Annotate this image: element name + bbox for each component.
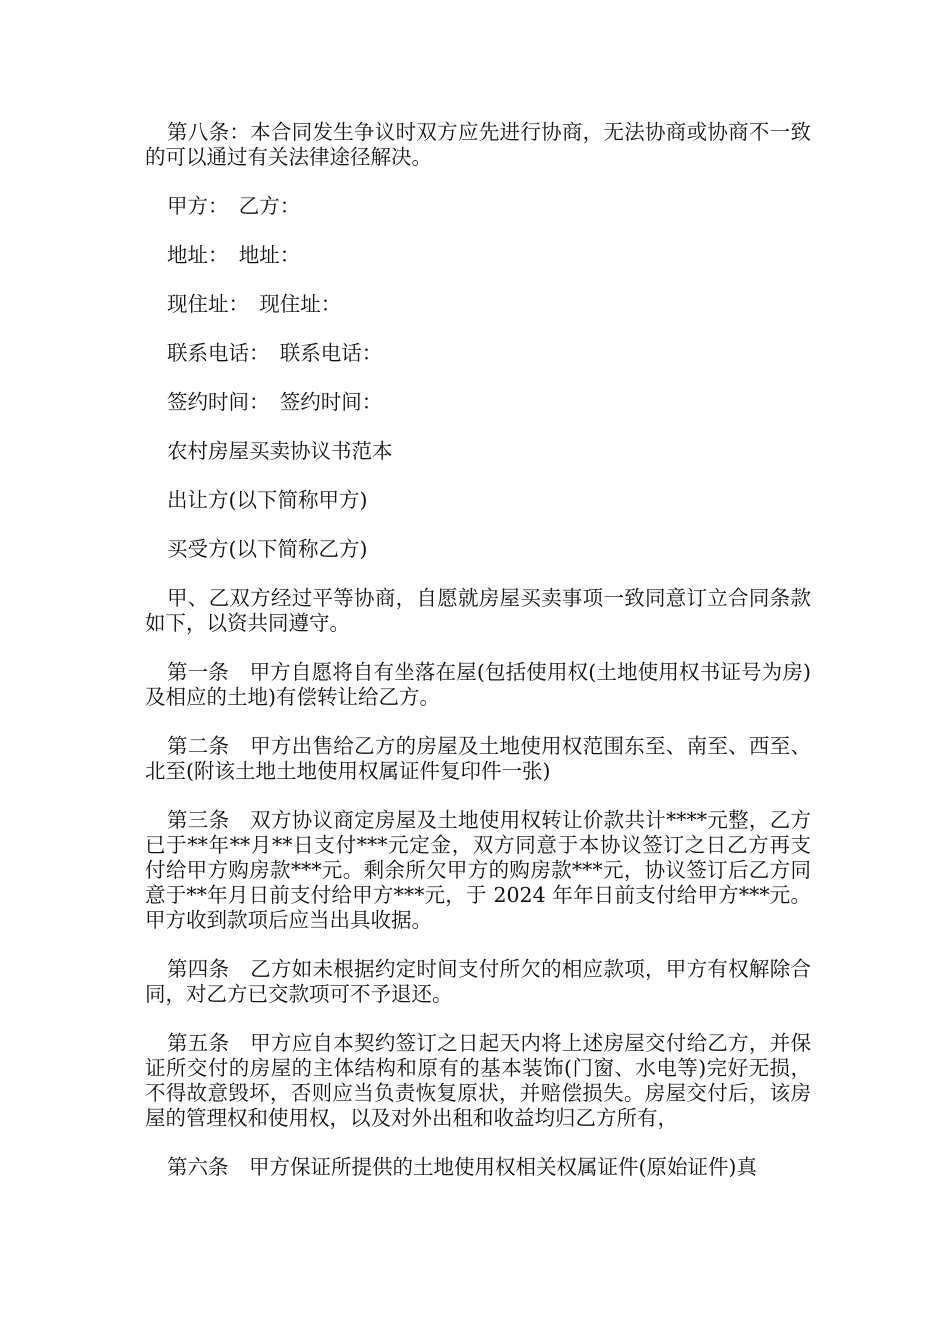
clause-5: 第五条 甲方应自本契约签订之日起天内将上述房屋交付给乙方，并保证所交付的房屋的主体结构和原有的基本装饰(门窗、水电等)完好无损，不得故意毁坏，否则应当负责恢复原状，并赔偿损失。房屋交付后，该房屋的管理权和使用权，以及对外出租和收益均归乙方所有， <box>145 1031 811 1130</box>
clause-8-dispute: 第八条：本合同发生争议时双方应先进行协商，无法协商或协商不一致的可以通过有关法律途径解决。 <box>145 120 811 169</box>
seller-definition: 出让方(以下简称甲方) <box>167 488 368 512</box>
clause-1: 第一条 甲方自愿将自有坐落在屋(包括使用权(土地使用权书证号为房)及相应的土地)有偿转让给乙方。 <box>145 660 811 709</box>
clause-3: 第三条 双方协议商定房屋及土地使用权转让价款共计****元整，乙方已于**年**月**日支付***元定金，双方同意于本协议签订之日乙方再支付给甲方购房款***元。剩余所欠甲方的购房款***元，协议签订后乙方同意于**年月日前支付给甲方***元，于 2024 年年日前支付给甲方***元。甲方收到款项后应当出具收据。 <box>145 808 811 932</box>
document-page <box>145 120 811 1180</box>
party-phones: 联系电话： 联系电话： <box>167 341 383 365</box>
party-names: 甲方： 乙方： <box>167 194 301 218</box>
party-addresses: 地址： 地址： <box>167 243 301 267</box>
document-title: 农村房屋买卖协议书范本 <box>167 439 393 463</box>
clause-4: 第四条 乙方如未根据约定时间支付所欠的相应款项，甲方有权解除合同，对乙方已交款项可不予退还。 <box>145 957 811 1006</box>
clause-2: 第二条 甲方出售给乙方的房屋及土地使用权范围东至、南至、西至、北至(附该土地土地使用权属证件复印件一张) <box>145 734 811 783</box>
party-current-addresses: 现住址： 现住址： <box>167 292 342 316</box>
buyer-definition: 买受方(以下简称乙方) <box>167 537 368 561</box>
signing-dates: 签约时间： 签约时间： <box>167 390 383 414</box>
preamble: 甲、乙双方经过平等协商，自愿就房屋买卖事项一致同意订立合同条款如下，以资共同遵守。 <box>145 586 811 635</box>
clause-6: 第六条 甲方保证所提供的土地使用权相关权属证件(原始证件)真 <box>167 1155 757 1179</box>
